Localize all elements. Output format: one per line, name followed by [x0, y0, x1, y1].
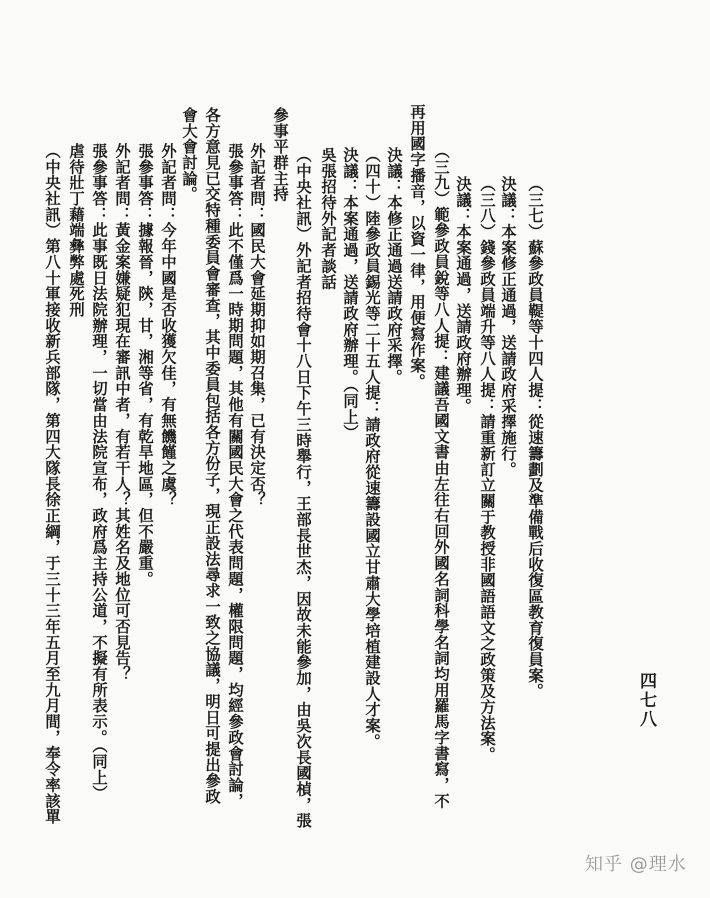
watermark: 知乎 @理水 [585, 854, 687, 875]
text-column-6: 再用國字播音，以資一律，用便寫作案。 [408, 104, 426, 390]
text-column-17: 外記者問：今年中國是否收獲欠佳，有無饑饉之虞？ [159, 143, 177, 508]
text-column-13: 外記者問：國民大會延期抑如期召集，已有決定否？ [248, 143, 266, 508]
text-column-15: 各方意見已交特種委員會審查，其中委員包括各方份子，現正設法尋求一致之協議，明日可提出參政 [203, 107, 221, 805]
text-column-7: 決議：本修正通過送請政府采擇。 [385, 147, 403, 385]
text-column-22: （中央社訊）第八十軍接收新兵部隊，第四大隊長徐正綱，于三十三年五月至九月間，奉令率該單 [43, 143, 61, 825]
text-column-5: （三九）範參政員銳等八人提：建議吾國文書由左往右回外國名詞科學名詞均用羅馬字書寫，不 [432, 143, 450, 809]
text-column-4: 決議：本案通過，送請政府辦理。 [454, 176, 472, 414]
text-column-19: 外記者問：黃金案嫌疑犯現在審訊中者，有若干人？其姓名及地位可否見告？ [113, 143, 131, 682]
text-column-21: 虐待壯丁藉端彝弊處死刑 [67, 143, 85, 318]
text-column-8: （四十）陸參政員錫光等二十五人提：請政府從速籌設國立甘肅大學培植建設人才案。 [363, 147, 381, 750]
text-column-14: 張參事答：此不僅爲一時期問題，其他有關國民大會之代表問題，權限問題，均經參政會討論， [226, 143, 244, 809]
text-column-2: 決議：本案修正通過，送請政府采擇施行。 [499, 176, 517, 478]
text-column-1: （三七）蘇參政員鞮等十四人提：從速籌劃及準備戰后收復區教育復員案。 [526, 176, 544, 700]
text-column-20: 張參事答：此事既日法院辦理，一切當由法院宣布，政府爲主持公道，不擬有所表示。（同上） [90, 143, 108, 802]
text-column-12: 參事平群主持 [271, 107, 289, 203]
page-number: 四七八 [636, 672, 656, 729]
text-column-9: 決議：本案通過，送請政府辦理。（同上） [341, 147, 359, 441]
text-column-18: 張參事答：據報晉，陝，甘，湘等省，有乾旱地區，但不嚴重。 [136, 143, 154, 587]
text-column-16: 會大會討論。 [180, 107, 198, 203]
text-column-11: （中央社訊）外記者招待會十八日下午三時舉行，王部長世杰，因故未能參加，由吳次長國楨，張 [294, 147, 312, 829]
text-column-10: 吳張招待外記者談話 [319, 147, 337, 290]
text-column-3: （三八）錢參政員端升等八人提：請重新訂立關于教授非國語語文之政策及方法案。 [478, 176, 496, 763]
